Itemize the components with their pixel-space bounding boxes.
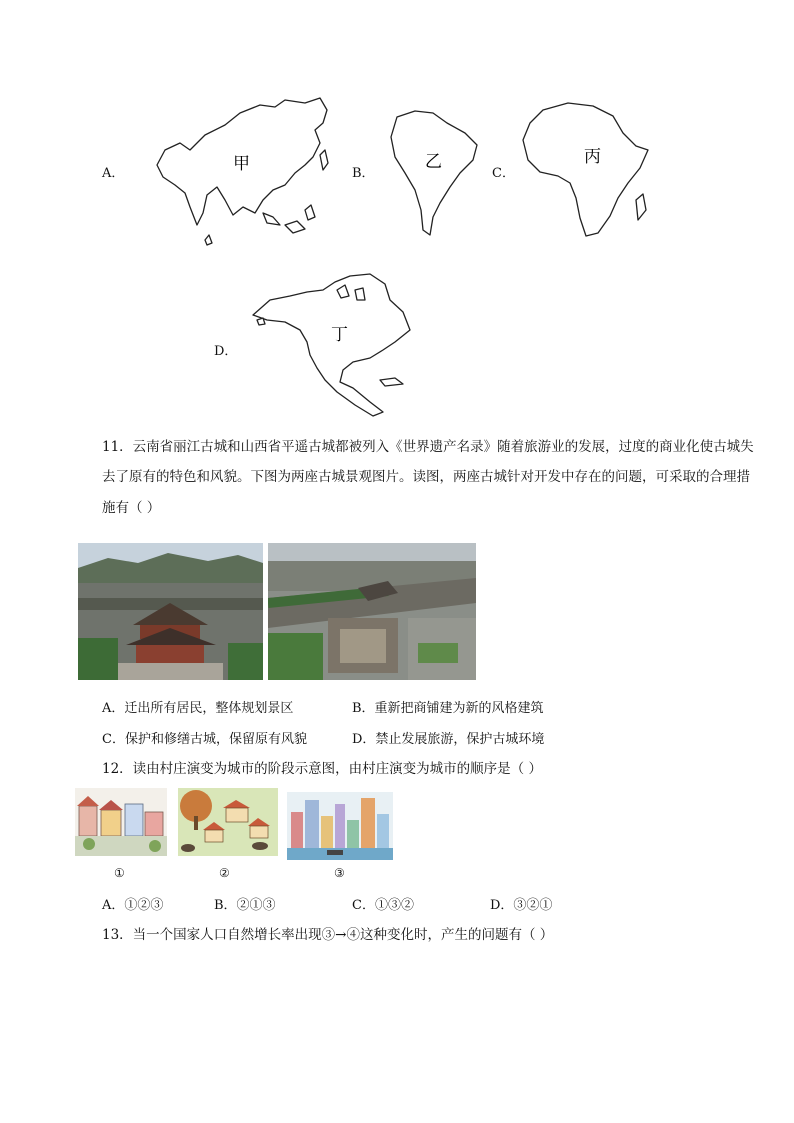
q12-option-a[interactable]: A．①②③ (102, 898, 164, 913)
pingyao-photo (268, 543, 476, 680)
option-a-letter: A． (102, 166, 125, 181)
map-label-bing: 丙 (584, 147, 601, 167)
south-america-map (385, 105, 485, 240)
q12-option-b[interactable]: B．②①③ (214, 898, 276, 913)
q13-stem: 13．当一个国家人口自然增长率出现③→④这种变化时，产生的问题有（ ） (102, 927, 554, 943)
q11-option-d[interactable]: D．禁止发展旅游，保护古城环境 (352, 732, 545, 747)
asia-map (145, 95, 335, 255)
q11-option-c[interactable]: C．保护和修缮古城，保留原有风貌 (102, 732, 307, 747)
q12-option-c[interactable]: C．①③② (352, 898, 414, 913)
q11-line-3: 施有（ ） (102, 500, 161, 516)
q11-line-2: 去了原有的特色和风貌。下图为两座古城景观图片。读图，两座古城针对开发中存在的问题，可采取的合理措 (102, 469, 750, 485)
option-b-letter: B． (352, 166, 375, 181)
village-stage-2-illustration (178, 788, 278, 856)
caption-stage-3: ③ (334, 866, 345, 880)
q12-option-d[interactable]: D．③②① (490, 898, 553, 913)
q11-line-1: 11．云南省丽江古城和山西省平遥古城都被列入《世界遗产名录》随着旅游业的发展，过度的商业化使古城失 (102, 439, 754, 455)
map-label-yi: 乙 (425, 152, 442, 172)
option-c-letter: C． (492, 166, 515, 181)
map-label-ding: 丁 (331, 325, 348, 345)
q11-option-a[interactable]: A．迁出所有居民，整体规划景区 (102, 701, 294, 716)
lijiang-photo (78, 543, 263, 680)
village-stage-1-illustration (75, 788, 167, 856)
caption-stage-2: ② (219, 866, 230, 880)
africa-map (518, 98, 658, 243)
north-america-map (245, 270, 415, 420)
q11-option-b[interactable]: B．重新把商铺建为新的风格建筑 (352, 701, 544, 716)
city-stage-3-illustration (287, 792, 393, 860)
option-d-letter: D． (214, 344, 238, 359)
map-label-jia: 甲 (233, 154, 250, 174)
caption-stage-1: ① (114, 866, 125, 880)
q12-stem: 12．读由村庄演变为城市的阶段示意图，由村庄演变为城市的顺序是（ ） (102, 761, 542, 777)
